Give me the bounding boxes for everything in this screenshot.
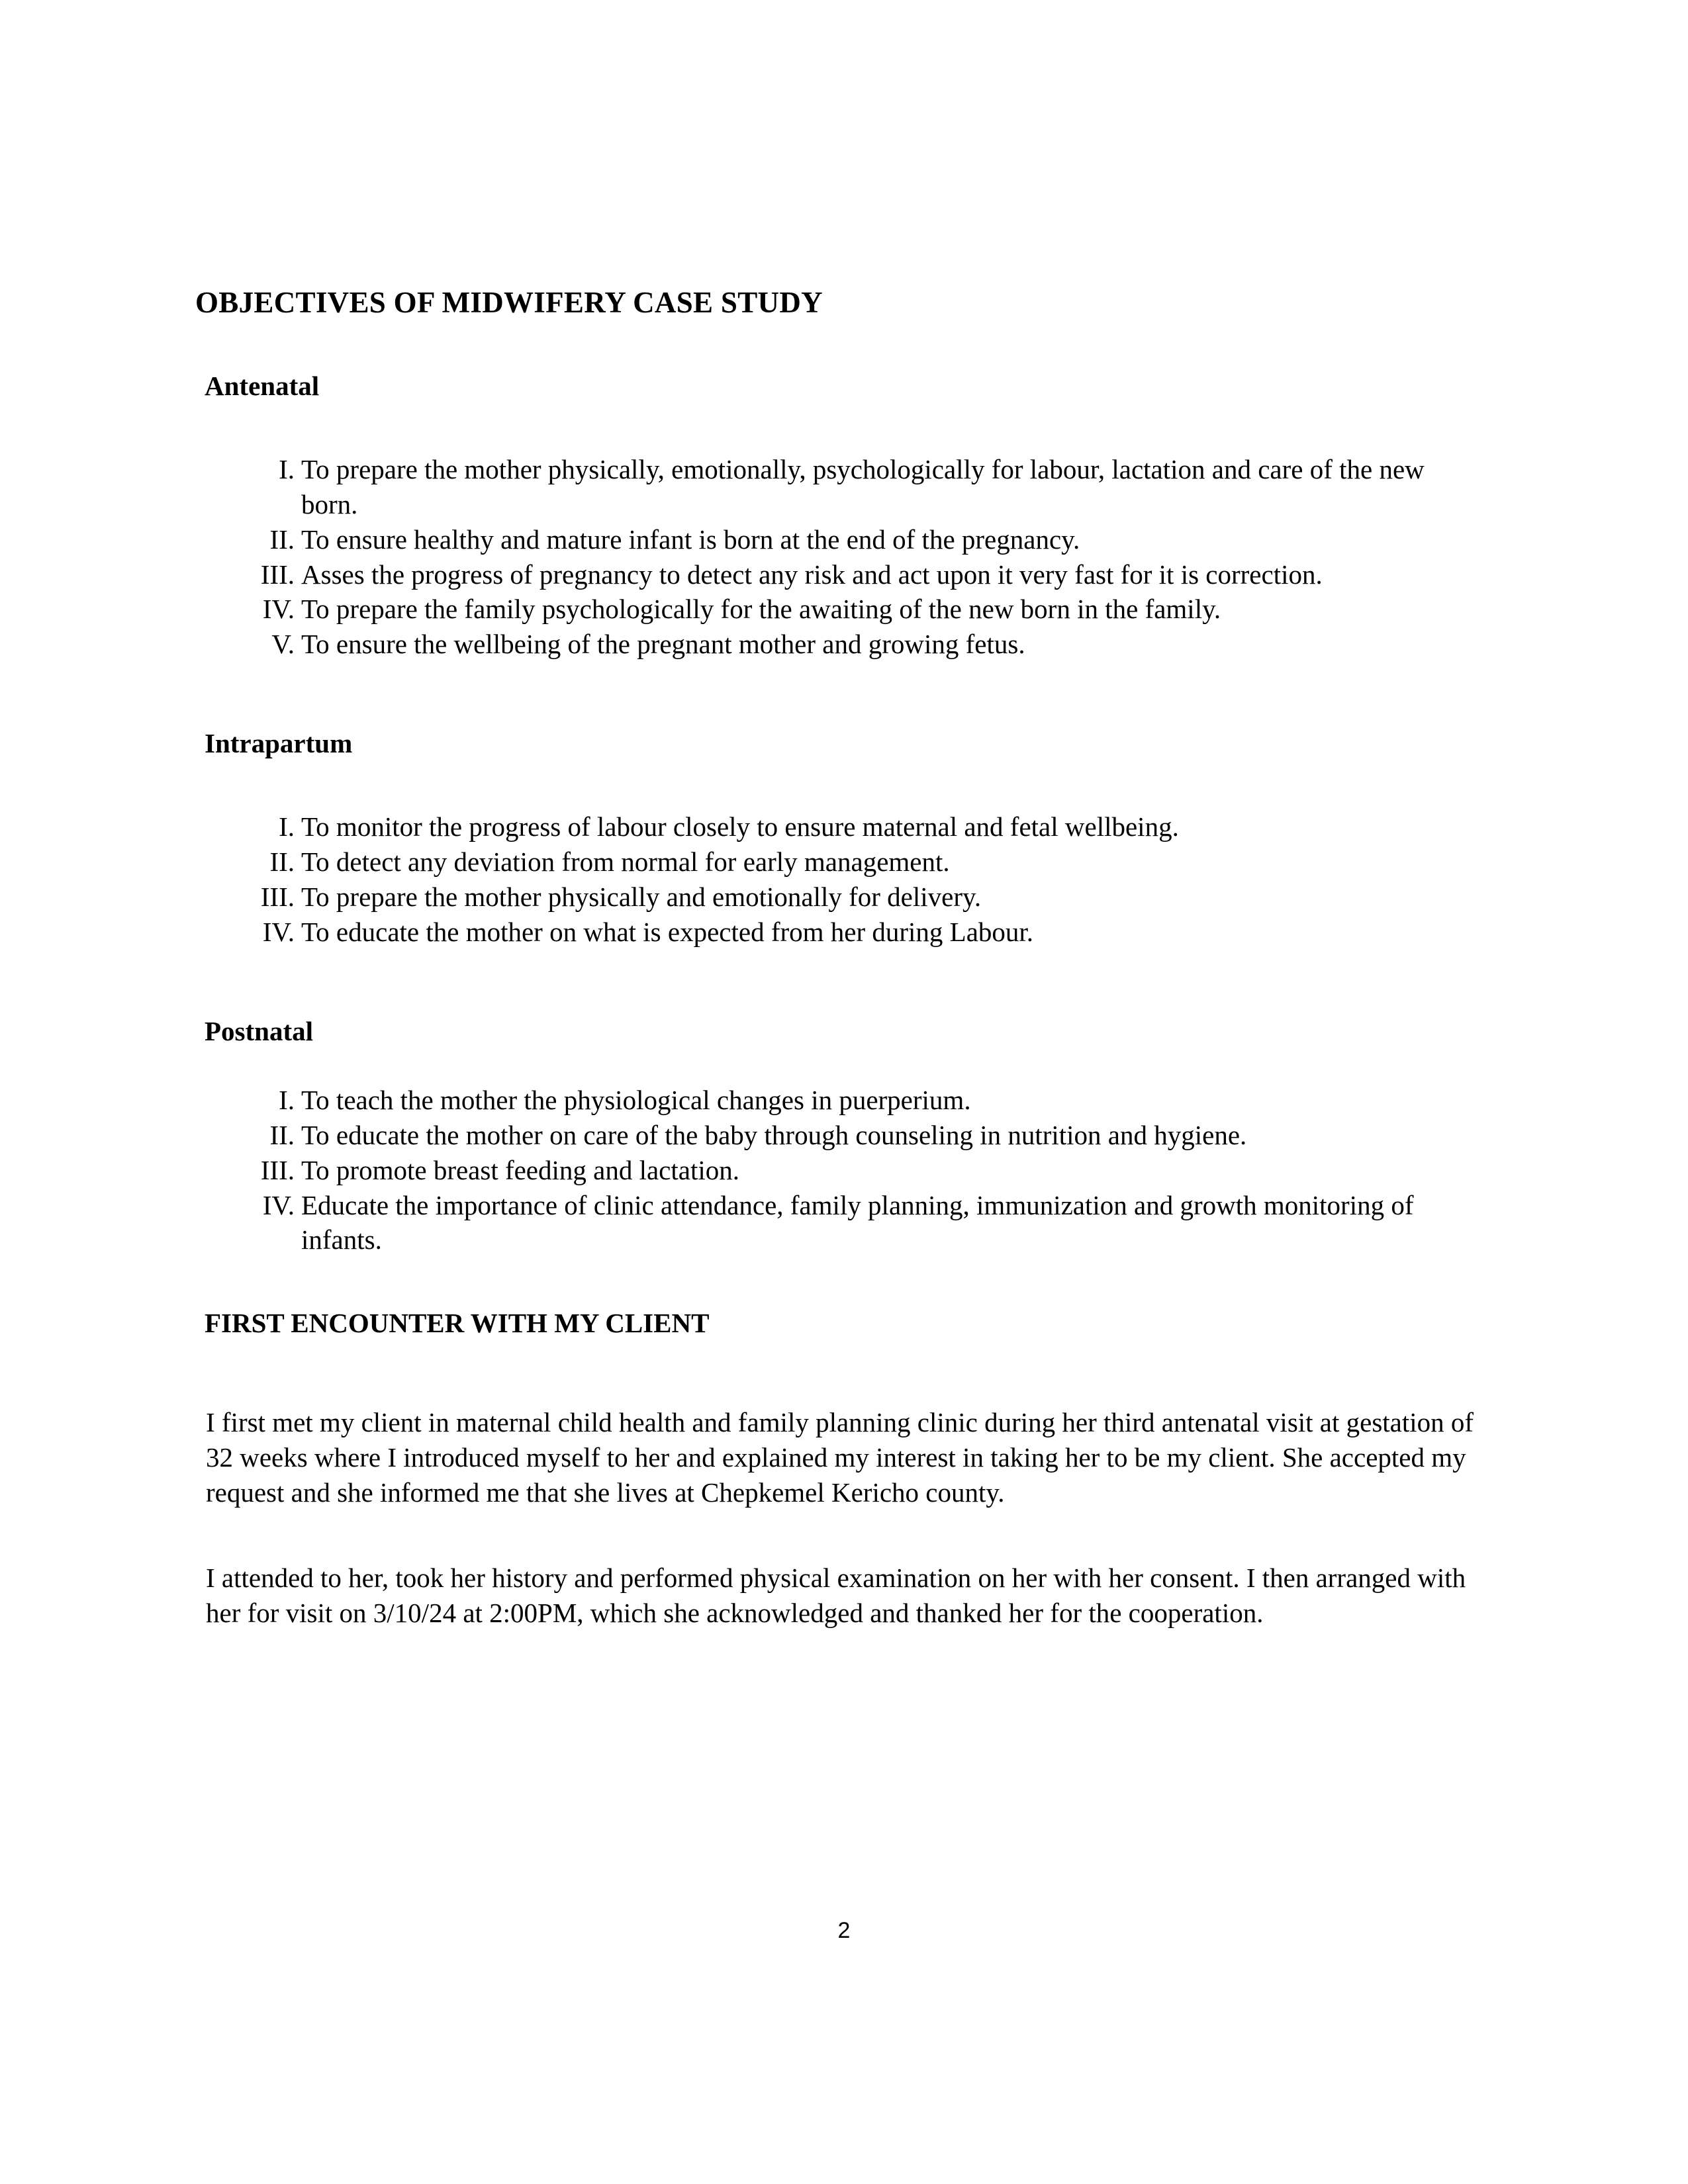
list-numeral: IV. <box>262 916 295 947</box>
spacer <box>195 402 1483 452</box>
list-item <box>247 880 1478 915</box>
postnatal-list-wrapper <box>247 1083 1478 1257</box>
list-numeral: III. <box>260 1154 295 1185</box>
list-numeral: IV. <box>262 1189 295 1220</box>
list-numeral: I. <box>279 1084 295 1115</box>
first-encounter-paragraph-2: I attended to her, took her history and performed physical examination on her with her consent. I then arranged with her for visit on 3/10/24 at 2:00PM, which she acknowledged and thanked her for the cooperation. <box>206 1563 1466 1628</box>
list-item-text: To monitor the progress of labour closely to ensure maternal and fetal wellbeing. <box>301 811 1179 842</box>
list-item <box>247 844 1478 880</box>
list-item-text: To educate the mother on care of the baby through counseling in nutrition and hygiene. <box>301 1119 1247 1150</box>
first-encounter-paragraph-1: I first met my client in maternal child health and family planning clinic during her third antenatal visit at gestation of 32 weeks where I introduced myself to her and explained my interest in taking her to be my client. She accepted my request and she informed me that she lives at Chepkemel Kericho county. <box>206 1407 1474 1508</box>
list-item-text: To ensure the wellbeing of the pregnant mother and growing fetus. <box>301 629 1025 660</box>
list-item <box>247 1153 1478 1188</box>
list-numeral: I. <box>279 811 295 842</box>
list-numeral: II. <box>269 523 295 555</box>
list-item-text: To ensure healthy and mature infant is born at the end of the pregnancy. <box>301 523 1080 555</box>
spacer <box>195 1257 1483 1308</box>
list-item <box>247 592 1478 627</box>
spacer <box>195 1339 1483 1405</box>
list-item <box>247 809 1478 844</box>
list-item-text: To detect any deviation from normal for early management. <box>301 846 950 878</box>
list-item <box>247 1118 1478 1153</box>
section-heading-intrapartum: Intrapartum <box>205 728 353 759</box>
spacer <box>195 1510 1483 1561</box>
spacer <box>195 1047 1483 1083</box>
list-item <box>247 1083 1478 1118</box>
list-numeral: V. <box>271 629 295 660</box>
list-item <box>247 627 1478 662</box>
section-heading-first-encounter: FIRST ENCOUNTER WITH MY CLIENT <box>205 1308 710 1339</box>
list-item-text: Asses the progress of pregnancy to detect any risk and act upon it very fast for it is correction. <box>301 559 1323 590</box>
list-numeral: IV. <box>262 594 295 625</box>
list-item <box>247 522 1478 557</box>
list-item-text: To prepare the mother physically, emotionally, psychologically for labour, lactation and care of the new born. <box>301 453 1425 520</box>
intrapartum-list-wrapper <box>247 809 1478 950</box>
section-heading-postnatal: Postnatal <box>205 1015 313 1046</box>
list-item-text: To prepare the mother physically and emotionally for delivery. <box>301 882 982 913</box>
antenatal-list <box>247 452 1478 662</box>
list-numeral: III. <box>260 559 295 590</box>
list-numeral: II. <box>269 1119 295 1150</box>
spacer <box>195 320 1483 371</box>
section-heading-antenatal: Antenatal <box>205 370 320 401</box>
intrapartum-list <box>247 809 1478 950</box>
list-item <box>247 452 1478 522</box>
list-item <box>247 915 1478 950</box>
list-numeral: III. <box>260 882 295 913</box>
spacer <box>195 950 1483 1016</box>
page-number: 2 <box>837 1918 851 1943</box>
list-item-text: To prepare the family psychologically for the awaiting of the new born in the family. <box>301 594 1221 625</box>
postnatal-list <box>247 1083 1478 1257</box>
antenatal-list-wrapper <box>247 452 1478 662</box>
list-item <box>247 1188 1478 1258</box>
list-item-text: To teach the mother the physiological changes in puerperium. <box>301 1084 971 1115</box>
page-title: OBJECTIVES OF MIDWIFERY CASE STUDY <box>195 286 823 319</box>
list-item <box>247 557 1478 592</box>
list-item-text: To educate the mother on what is expected from her during Labour. <box>301 916 1034 947</box>
spacer <box>195 759 1483 809</box>
spacer <box>195 662 1483 728</box>
page-content <box>195 0 1483 1631</box>
list-item-text: To promote breast feeding and lactation. <box>301 1154 740 1185</box>
list-numeral: II. <box>269 846 295 878</box>
list-numeral: I. <box>279 453 295 484</box>
list-item-text: Educate the importance of clinic attendance, family planning, immunization and growth monitoring of infants. <box>301 1189 1414 1255</box>
